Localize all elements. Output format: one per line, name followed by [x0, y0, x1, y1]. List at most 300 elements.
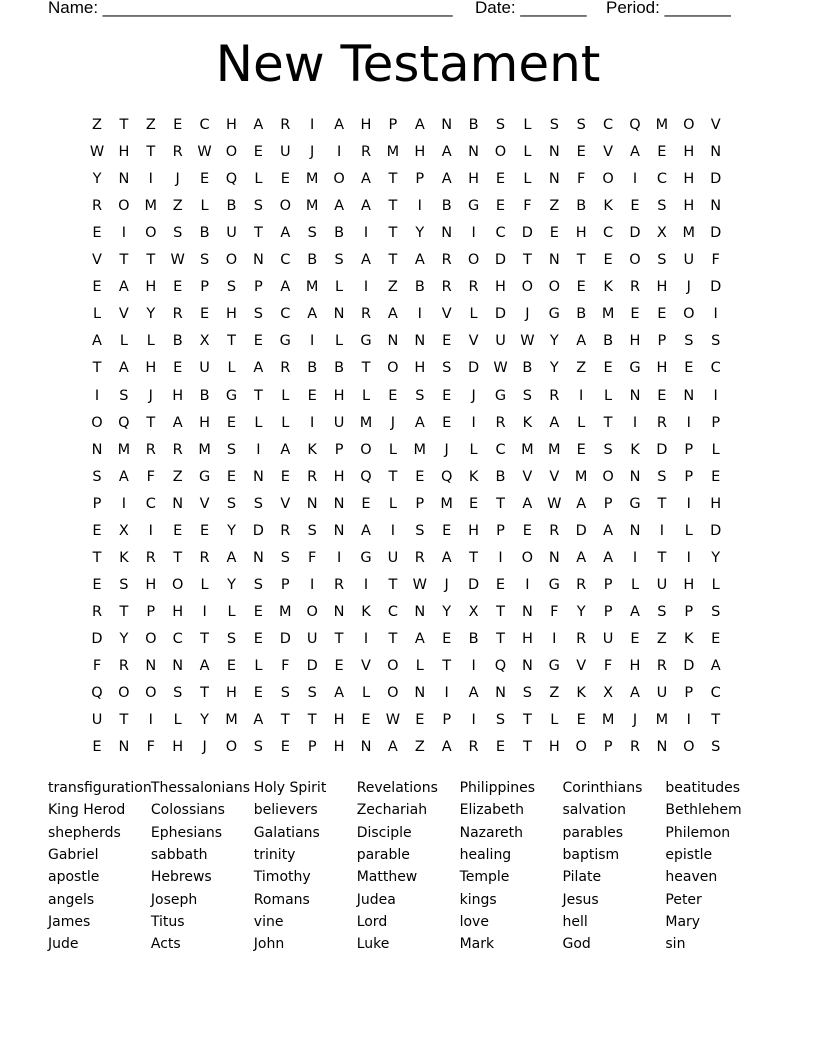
grid-letter[interactable]: E — [442, 522, 452, 539]
grid-letter[interactable]: E — [603, 252, 613, 269]
grid-letter[interactable]: B — [495, 468, 506, 485]
grid-letter[interactable]: T — [496, 630, 505, 647]
grid-letter[interactable]: M — [440, 495, 453, 512]
grid-letter[interactable]: N — [468, 144, 480, 161]
grid-letter[interactable]: E — [576, 279, 586, 296]
grid-letter[interactable]: L — [335, 333, 344, 350]
grid-letter[interactable]: L — [335, 279, 344, 296]
grid-letter[interactable]: E — [415, 468, 425, 485]
grid-letter[interactable]: P — [254, 279, 263, 296]
grid-letter[interactable]: Z — [172, 198, 183, 215]
grid-letter[interactable]: T — [442, 658, 452, 674]
grid-letter[interactable]: J — [175, 171, 180, 188]
grid-letter[interactable]: K — [468, 468, 479, 485]
grid-letter[interactable]: L — [523, 171, 532, 188]
grid-letter[interactable]: I — [121, 225, 127, 242]
grid-letter[interactable]: H — [629, 333, 641, 350]
grid-letter[interactable]: S — [522, 685, 532, 702]
grid-letter[interactable]: T — [227, 333, 236, 350]
grid-letter[interactable]: T — [146, 252, 156, 269]
grid-letter[interactable]: I — [659, 522, 665, 539]
grid-letter[interactable]: L — [711, 576, 720, 593]
grid-letter[interactable]: T — [200, 630, 210, 647]
grid-letter[interactable]: K — [307, 441, 317, 458]
grid-letter[interactable]: N — [548, 252, 560, 269]
grid-letter[interactable]: F — [550, 603, 559, 620]
grid-letter[interactable]: C — [656, 171, 667, 188]
grid-letter[interactable]: N — [306, 495, 318, 512]
grid-letter[interactable]: N — [629, 387, 641, 404]
grid-letter[interactable]: Y — [92, 171, 102, 188]
grid-letter[interactable]: Y — [200, 712, 210, 729]
grid-letter[interactable]: G — [548, 306, 560, 323]
grid-letter[interactable]: V — [441, 306, 452, 323]
grid-letter[interactable]: R — [495, 414, 506, 431]
grid-letter[interactable]: F — [523, 198, 532, 215]
grid-letter[interactable]: B — [226, 198, 237, 215]
grid-letter[interactable]: O — [602, 468, 614, 485]
grid-letter[interactable]: M — [682, 225, 696, 242]
grid-letter[interactable]: L — [200, 198, 209, 215]
grid-letter[interactable]: T — [119, 252, 129, 269]
grid-letter[interactable]: N — [252, 468, 264, 485]
grid-letter[interactable]: D — [710, 225, 722, 242]
grid-letter[interactable]: N — [333, 522, 345, 539]
grid-letter[interactable]: H — [172, 739, 184, 756]
grid-letter[interactable]: J — [444, 441, 449, 458]
grid-letter[interactable]: B — [199, 387, 210, 404]
grid-letter[interactable]: A — [414, 630, 425, 647]
grid-letter[interactable]: E — [92, 225, 102, 242]
grid-letter[interactable]: T — [496, 603, 505, 620]
grid-letter[interactable]: E — [280, 468, 290, 485]
grid-letter[interactable]: Y — [549, 333, 559, 350]
grid-letter[interactable]: B — [576, 198, 587, 215]
grid-letter[interactable]: L — [361, 685, 371, 702]
grid-letter[interactable]: S — [307, 522, 317, 539]
grid-letter[interactable]: H — [414, 144, 426, 161]
grid-letter[interactable]: N — [683, 387, 695, 404]
grid-letter[interactable]: O — [387, 658, 399, 674]
grid-letter[interactable]: P — [307, 739, 317, 756]
grid-letter[interactable]: E — [334, 658, 344, 674]
grid-letter[interactable]: T — [496, 495, 505, 512]
grid-letter[interactable]: V — [576, 658, 587, 674]
grid-letter[interactable]: X — [468, 603, 479, 620]
grid-letter[interactable]: R — [576, 630, 587, 647]
grid-letter[interactable]: E — [173, 117, 183, 133]
grid-letter[interactable]: N — [629, 522, 641, 539]
grid-letter[interactable]: E — [92, 739, 102, 756]
grid-letter[interactable]: E — [200, 171, 210, 188]
grid-letter[interactable]: W — [197, 144, 212, 161]
grid-letter[interactable]: I — [471, 414, 476, 431]
grid-letter[interactable]: J — [444, 576, 449, 593]
grid-letter[interactable]: H — [468, 522, 480, 539]
grid-letter[interactable]: T — [603, 414, 613, 431]
grid-letter[interactable]: E — [576, 441, 586, 458]
grid-letter[interactable]: Q — [225, 171, 238, 188]
grid-letter[interactable]: O — [602, 171, 614, 188]
grid-letter[interactable]: I — [579, 387, 584, 404]
grid-letter[interactable]: G — [279, 333, 291, 350]
grid-letter[interactable]: E — [495, 739, 506, 756]
grid-letter[interactable]: I — [148, 171, 153, 188]
grid-letter[interactable]: Y — [227, 522, 236, 539]
grid-letter[interactable]: J — [525, 306, 530, 323]
grid-letter[interactable]: S — [549, 117, 559, 133]
grid-letter[interactable]: A — [576, 495, 587, 512]
grid-letter[interactable]: J — [471, 387, 476, 404]
grid-letter[interactable]: E — [253, 333, 263, 350]
grid-letter[interactable]: E — [173, 360, 183, 377]
grid-letter[interactable]: S — [657, 198, 667, 215]
period-field-label[interactable]: Period: _______ — [606, 0, 731, 17]
grid-letter[interactable]: M — [117, 441, 131, 458]
grid-letter[interactable]: H — [226, 117, 237, 133]
grid-letter[interactable]: I — [444, 685, 449, 702]
grid-letter[interactable]: E — [200, 522, 210, 539]
grid-letter[interactable]: X — [199, 333, 210, 350]
grid-letter[interactable]: I — [713, 306, 718, 323]
grid-letter[interactable]: H — [145, 360, 157, 377]
grid-letter[interactable]: W — [412, 576, 427, 593]
grid-letter[interactable]: Y — [576, 603, 586, 620]
grid-letter[interactable]: D — [306, 658, 318, 674]
grid-letter[interactable]: N — [252, 252, 264, 269]
grid-letter[interactable]: S — [576, 117, 586, 133]
grid-letter[interactable]: R — [360, 306, 372, 323]
grid-letter[interactable]: L — [388, 495, 397, 512]
grid-letter[interactable]: A — [630, 685, 640, 702]
grid-letter[interactable]: A — [172, 414, 183, 431]
grid-letter[interactable]: P — [388, 117, 398, 133]
grid-letter[interactable]: L — [711, 441, 720, 458]
grid-letter[interactable]: Y — [227, 576, 236, 593]
grid-letter[interactable]: B — [441, 198, 452, 215]
grid-letter[interactable]: M — [655, 712, 669, 729]
grid-letter[interactable]: N — [521, 603, 533, 620]
grid-letter[interactable]: A — [576, 333, 587, 350]
grid-letter[interactable]: H — [360, 117, 372, 133]
grid-letter[interactable]: C — [603, 117, 614, 133]
grid-letter[interactable]: S — [280, 685, 290, 702]
grid-letter[interactable]: O — [225, 252, 238, 269]
grid-letter[interactable]: M — [386, 144, 400, 161]
grid-letter[interactable]: A — [441, 739, 452, 756]
grid-letter[interactable]: A — [414, 117, 425, 133]
grid-letter[interactable]: R — [280, 117, 291, 133]
grid-letter[interactable]: W — [89, 144, 105, 161]
grid-letter[interactable]: L — [200, 576, 209, 593]
grid-letter[interactable]: A — [118, 360, 129, 377]
grid-letter[interactable]: E — [495, 198, 506, 215]
grid-letter[interactable]: F — [577, 171, 586, 188]
grid-letter[interactable]: Y — [119, 630, 129, 647]
grid-letter[interactable]: N — [414, 333, 426, 350]
grid-letter[interactable]: T — [522, 252, 532, 269]
grid-letter[interactable]: S — [92, 468, 102, 485]
grid-letter[interactable]: I — [94, 387, 100, 404]
grid-letter[interactable]: C — [710, 360, 721, 377]
grid-letter[interactable]: V — [361, 658, 371, 674]
grid-letter[interactable]: A — [280, 441, 291, 458]
grid-letter[interactable]: V — [118, 306, 129, 323]
grid-letter[interactable]: I — [471, 712, 476, 729]
grid-letter[interactable]: D — [629, 225, 641, 242]
grid-letter[interactable]: I — [202, 603, 207, 620]
grid-letter[interactable]: S — [173, 685, 183, 702]
grid-letter[interactable]: B — [576, 306, 587, 323]
grid-letter[interactable]: T — [307, 712, 317, 729]
grid-letter[interactable]: O — [171, 576, 184, 593]
grid-letter[interactable]: A — [603, 549, 614, 566]
grid-letter[interactable]: U — [199, 360, 210, 377]
grid-letter[interactable]: F — [281, 658, 290, 674]
grid-letter[interactable]: O — [683, 117, 695, 133]
grid-letter[interactable]: A — [199, 658, 210, 674]
grid-letter[interactable]: R — [145, 549, 156, 566]
grid-letter[interactable]: O — [494, 144, 507, 161]
grid-letter[interactable]: O — [521, 279, 534, 296]
grid-letter[interactable]: S — [307, 685, 317, 702]
grid-letter[interactable]: P — [603, 576, 613, 593]
grid-letter[interactable]: M — [521, 441, 534, 458]
grid-letter[interactable]: C — [603, 225, 614, 242]
grid-letter[interactable]: N — [118, 171, 130, 188]
grid-letter[interactable]: T — [173, 549, 183, 566]
grid-letter[interactable]: G — [360, 333, 372, 350]
grid-letter[interactable]: F — [146, 468, 155, 485]
date-field-label[interactable]: Date: _______ — [475, 0, 587, 17]
grid-letter[interactable]: I — [310, 576, 315, 593]
grid-letter[interactable]: L — [119, 333, 128, 350]
grid-letter[interactable]: U — [683, 252, 695, 269]
grid-letter[interactable]: E — [388, 387, 398, 404]
grid-letter[interactable]: P — [334, 441, 344, 458]
grid-letter[interactable]: C — [495, 225, 506, 242]
grid-letter[interactable]: Z — [92, 117, 102, 133]
grid-letter[interactable]: E — [226, 658, 237, 674]
grid-letter[interactable]: M — [413, 441, 427, 458]
grid-letter[interactable]: D — [494, 306, 507, 323]
grid-letter[interactable]: H — [629, 658, 641, 674]
grid-letter[interactable]: T — [388, 171, 398, 188]
grid-letter[interactable]: M — [144, 198, 158, 215]
grid-letter[interactable]: E — [253, 144, 263, 161]
grid-letter[interactable]: B — [468, 117, 479, 133]
grid-letter[interactable]: L — [361, 387, 371, 404]
grid-letter[interactable]: S — [711, 333, 721, 350]
grid-letter[interactable]: A — [118, 468, 129, 485]
grid-letter[interactable]: U — [306, 630, 318, 647]
grid-letter[interactable]: S — [415, 522, 425, 539]
grid-letter[interactable]: T — [200, 685, 210, 702]
grid-letter[interactable]: P — [496, 522, 505, 539]
grid-letter[interactable]: H — [199, 414, 211, 431]
grid-letter[interactable]: U — [333, 414, 345, 431]
grid-letter[interactable]: B — [199, 225, 210, 242]
grid-letter[interactable]: U — [495, 333, 506, 350]
grid-letter[interactable]: A — [630, 144, 640, 161]
grid-letter[interactable]: G — [629, 495, 641, 512]
grid-letter[interactable]: B — [334, 360, 345, 377]
grid-letter[interactable]: N — [172, 495, 184, 512]
grid-letter[interactable]: O — [548, 279, 560, 296]
grid-letter[interactable]: T — [119, 117, 129, 133]
grid-letter[interactable]: E — [415, 712, 425, 729]
grid-letter[interactable]: T — [92, 549, 102, 566]
grid-letter[interactable]: L — [254, 414, 263, 431]
grid-letter[interactable]: D — [710, 171, 722, 188]
grid-letter[interactable]: Z — [414, 739, 425, 756]
grid-letter[interactable]: R — [629, 279, 641, 296]
grid-letter[interactable]: S — [334, 252, 344, 269]
grid-letter[interactable]: M — [198, 441, 211, 458]
grid-letter[interactable]: T — [469, 549, 479, 566]
grid-letter[interactable]: P — [442, 712, 452, 729]
grid-letter[interactable]: A — [441, 549, 452, 566]
grid-letter[interactable]: E — [92, 576, 102, 593]
grid-letter[interactable]: M — [305, 279, 319, 296]
grid-letter[interactable]: E — [173, 279, 183, 296]
grid-letter[interactable]: D — [91, 630, 103, 647]
grid-letter[interactable]: S — [226, 279, 237, 296]
grid-letter[interactable]: L — [254, 171, 263, 188]
grid-letter[interactable]: H — [333, 468, 345, 485]
grid-letter[interactable]: H — [333, 712, 345, 729]
grid-letter[interactable]: A — [361, 252, 371, 269]
grid-letter[interactable]: N — [710, 198, 722, 215]
grid-letter[interactable]: P — [684, 441, 694, 458]
grid-letter[interactable]: I — [336, 144, 342, 161]
grid-letter[interactable]: E — [226, 414, 237, 431]
grid-letter[interactable]: I — [713, 387, 718, 404]
grid-letter[interactable]: C — [199, 117, 210, 133]
grid-letter[interactable]: R — [118, 658, 129, 674]
grid-letter[interactable]: N — [360, 739, 372, 756]
grid-letter[interactable]: S — [711, 739, 721, 756]
grid-letter[interactable]: T — [119, 603, 129, 620]
grid-letter[interactable]: R — [549, 522, 560, 539]
grid-letter[interactable]: N — [629, 468, 641, 485]
grid-letter[interactable]: O — [575, 739, 587, 756]
grid-letter[interactable]: A — [253, 360, 264, 377]
grid-letter[interactable]: E — [173, 522, 183, 539]
grid-letter[interactable]: X — [118, 522, 129, 539]
grid-letter[interactable]: E — [657, 144, 667, 161]
grid-letter[interactable]: M — [574, 468, 588, 485]
grid-letter[interactable]: A — [710, 658, 721, 674]
grid-letter[interactable]: A — [603, 522, 614, 539]
grid-letter[interactable]: S — [253, 198, 263, 215]
grid-letter[interactable]: E — [576, 144, 586, 161]
grid-letter[interactable]: I — [310, 414, 315, 431]
grid-letter[interactable]: P — [92, 495, 102, 512]
grid-letter[interactable]: H — [495, 279, 506, 296]
grid-letter[interactable]: R — [549, 387, 560, 404]
grid-letter[interactable]: P — [603, 739, 613, 756]
grid-letter[interactable]: R — [629, 739, 641, 756]
grid-letter[interactable]: G — [360, 549, 372, 566]
grid-letter[interactable]: Y — [146, 306, 156, 323]
grid-letter[interactable]: X — [603, 685, 614, 702]
grid-letter[interactable]: R — [280, 522, 291, 539]
grid-letter[interactable]: R — [145, 441, 156, 458]
grid-letter[interactable]: Z — [656, 630, 667, 647]
grid-letter[interactable]: E — [442, 414, 452, 431]
grid-letter[interactable]: O — [521, 549, 534, 566]
grid-letter[interactable]: T — [388, 198, 398, 215]
grid-letter[interactable]: T — [146, 414, 156, 431]
grid-letter[interactable]: B — [172, 333, 183, 350]
grid-letter[interactable]: S — [657, 252, 667, 269]
grid-letter[interactable]: R — [199, 549, 210, 566]
grid-letter[interactable]: W — [385, 712, 401, 729]
grid-letter[interactable]: T — [522, 739, 532, 756]
grid-letter[interactable]: N — [441, 225, 453, 242]
grid-letter[interactable]: A — [387, 306, 398, 323]
grid-letter[interactable]: U — [602, 630, 614, 647]
grid-letter[interactable]: Q — [360, 468, 372, 485]
grid-letter[interactable]: V — [280, 495, 291, 512]
grid-letter[interactable]: Y — [711, 549, 721, 566]
grid-letter[interactable]: E — [200, 306, 210, 323]
grid-letter[interactable]: A — [361, 171, 371, 188]
grid-letter[interactable]: T — [388, 468, 398, 485]
grid-letter[interactable]: I — [148, 712, 153, 729]
grid-letter[interactable]: H — [683, 144, 695, 161]
grid-letter[interactable]: R — [307, 468, 318, 485]
grid-letter[interactable]: E — [630, 198, 640, 215]
grid-letter[interactable]: N — [145, 658, 157, 674]
grid-letter[interactable]: A — [414, 252, 425, 269]
grid-letter[interactable]: T — [361, 360, 371, 377]
grid-letter[interactable]: O — [387, 685, 399, 702]
grid-letter[interactable]: E — [361, 495, 371, 512]
grid-letter[interactable]: I — [471, 658, 476, 674]
grid-letter[interactable]: H — [575, 225, 587, 242]
grid-letter[interactable]: O — [683, 739, 695, 756]
grid-letter[interactable]: P — [415, 171, 425, 188]
grid-letter[interactable]: I — [632, 171, 638, 188]
grid-letter[interactable]: O — [333, 171, 345, 188]
grid-letter[interactable]: A — [253, 712, 264, 729]
grid-letter[interactable]: H — [710, 495, 722, 512]
grid-letter[interactable]: A — [307, 306, 318, 323]
grid-letter[interactable]: S — [253, 739, 263, 756]
grid-letter[interactable]: A — [387, 739, 398, 756]
grid-letter[interactable]: Z — [576, 360, 587, 377]
grid-letter[interactable]: H — [145, 576, 157, 593]
grid-letter[interactable]: M — [359, 414, 373, 431]
grid-letter[interactable]: K — [119, 549, 129, 566]
grid-letter[interactable]: V — [199, 495, 210, 512]
grid-letter[interactable]: I — [471, 225, 476, 242]
grid-letter[interactable]: D — [252, 522, 264, 539]
grid-letter[interactable]: N — [441, 117, 453, 133]
grid-letter[interactable]: R — [280, 360, 291, 377]
grid-letter[interactable]: P — [415, 495, 425, 512]
grid-letter[interactable]: O — [683, 306, 695, 323]
grid-letter[interactable]: I — [390, 522, 396, 539]
grid-letter[interactable]: M — [279, 603, 292, 620]
grid-letter[interactable]: E — [361, 712, 371, 729]
grid-letter[interactable]: N — [333, 495, 345, 512]
grid-letter[interactable]: L — [227, 603, 236, 620]
grid-letter[interactable]: P — [200, 279, 209, 296]
grid-letter[interactable]: I — [552, 630, 557, 647]
